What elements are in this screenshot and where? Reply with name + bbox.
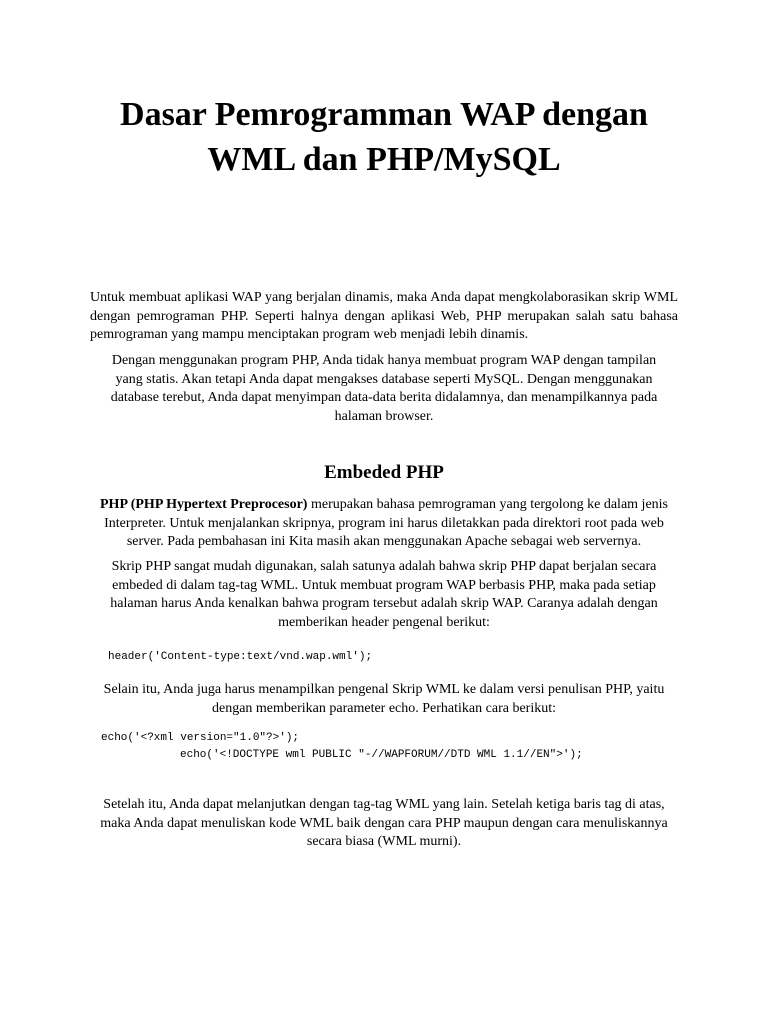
- page-title: [60, 92, 708, 182]
- intro-paragraph: Untuk membuat aplikasi WAP yang berjalan dinamis, maka Anda dapat mengkolaborasikan skrip WML dengan pemrograman PHP. Seperti halnya dengan aplikasi Web, PHP merupakan salah satu bahasa pemrograman yang mampu menciptakan program web menjadi lebih dinamis.: [90, 290, 678, 342]
- paragraph-embedded: Skrip PHP sangat mudah digunakan, salah satunya adalah bahwa skrip PHP dapat berjalan secara embeded di dalam tag-tag WML. Untuk membuat program WAP berbasis PHP, maka pada setiap halaman harus Anda kenalkan bahwa program tersebut adalah skrip WAP. Caranya adalah dengan memberikan header pengenal berikut:: [110, 559, 658, 630]
- code-echo-xml: echo('<?xml version="1.0"?>');: [101, 732, 300, 744]
- title-line-1: Dasar Pemrogramman WAP dengan: [120, 96, 648, 133]
- paragraph-php-definition: [94, 496, 674, 552]
- paragraph-echo: Selain itu, Anda juga harus menampilkan pengenal Skrip WML ke dalam versi penulisan PHP, yaitu dengan memberikan parameter echo. Perhatikan cara berikut:: [103, 682, 665, 716]
- paragraph-closing: Setelah itu, Anda dapat melanjutkan dengan tag-tag WML yang lain. Setelah ketiga baris tag di atas, maka Anda dapat menuliskan kode WML baik dengan cara PHP maupun dengan cara menuliskannya secara biasa (WML murni).: [100, 797, 668, 849]
- php-definition-text: merupakan bahasa pemrograman yang tergolong ke dalam jenis Interpreter. Untuk menjalankan skripnya, program ini harus diletakkan pada direktori root pada web server. Pada pembahasan ini Kita masih akan menggunakan Apache sebagai web servernya.: [104, 497, 668, 549]
- code-header-line: header('Content-type:text/vnd.wap.wml');: [108, 651, 373, 663]
- title-line-2: WML dan PHP/MySQL: [207, 141, 561, 178]
- section-heading: Embeded PHP: [324, 462, 444, 483]
- php-term-bold: PHP (PHP Hypertext Preprocesor): [100, 497, 308, 512]
- code-echo-doctype: echo('<!DOCTYPE wml PUBLIC "-//WAPFORUM//DTD WML 1.1//EN">');: [180, 749, 583, 761]
- paragraph-database: Dengan menggunakan program PHP, Anda tidak hanya membuat program WAP dengan tampilan yang statis. Akan tetapi Anda dapat mengakses database seperti MySQL. Dengan menggunakan database terebut, Anda dapat menyimpan data-data berita didalamnya, dan menampilkannya pada halaman browser.: [110, 353, 658, 424]
